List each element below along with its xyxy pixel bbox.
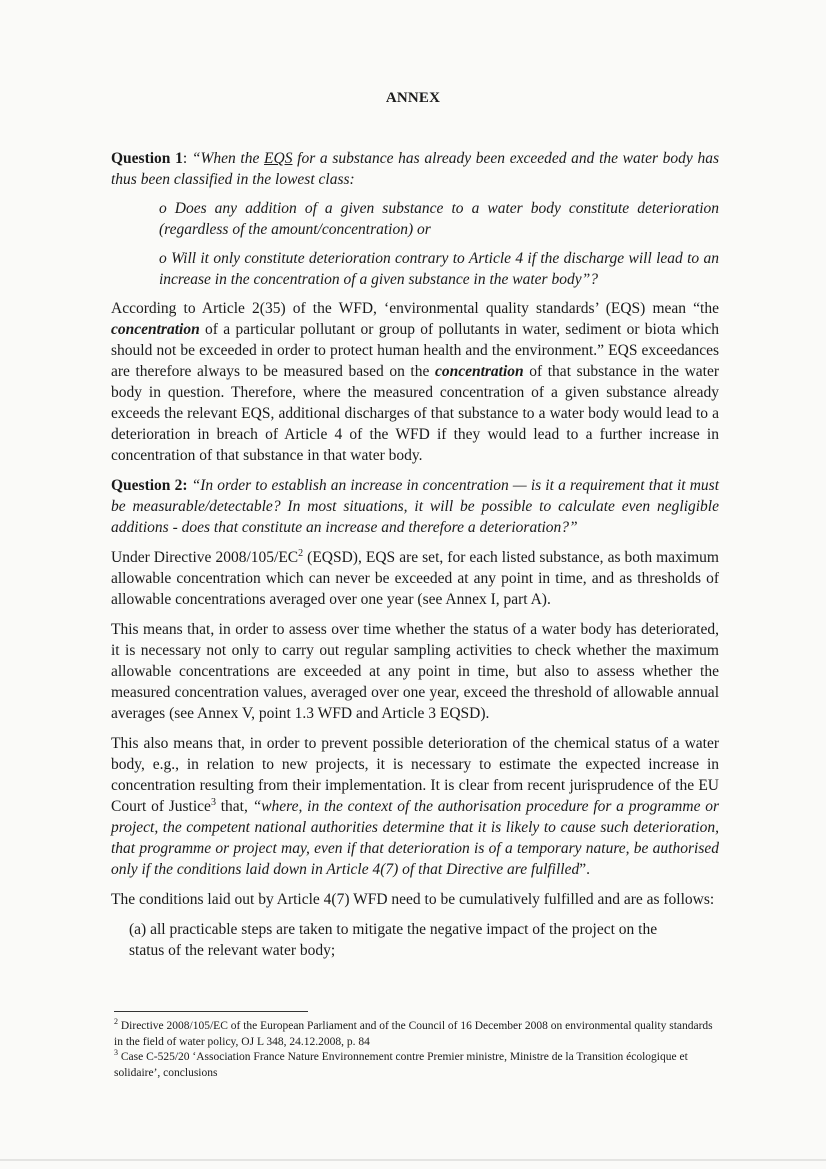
footnote-separator [114, 1011, 308, 1012]
question-1-option-a: o Does any addition of a given substance to a water body constitute deterioration (regardless of the amount/concentration) or [159, 200, 719, 238]
emphasis-concentration: concentration [434, 363, 524, 380]
annex-title: ANNEX [385, 90, 441, 106]
question-1: Question 1: “When the EQS for a substance has already been exceeded and the water body has thus been classified in the lowest class: [111, 150, 719, 188]
footnote-3 [114, 1050, 724, 1081]
footnote-2 [114, 1019, 724, 1050]
answer-1-paragraph: According to Article 2(35) of the WFD, ‘environmental quality standards’ (EQS) mean “the concentration of a particular pollutant or group of pollutants in water, sediment or biota which should not be exceeded in order to protect human health and the environment.” EQS exceedances are therefore always to be measured based on the concentration of that substance in the water body in question. Therefore, where the measured concentration of a given substance already exceeds the relevant EQS, additional discharges of that substance to a water body would lead to a deterioration in breach of Article 4 of the WFD if they would lead to a further increase in concentration of that substance in that water body. [111, 300, 720, 464]
footnote-number: 3 [114, 1048, 118, 1058]
question-2: Question 2: “In order to establish an increase in concentration — is it a requirement that it must be measurable/detectable? In most situations, it will be possible to calculate even negligible additions - does that constitute an increase and therefore a deterioration?” [111, 477, 719, 536]
court-quote: “where, in the context of the authorisation procedure for a programme or project, the competent national authorities determine that it is likely to cause such deterioration, that programme or project may, even if that deterioration is of a temporary nature, be authorised only if the conditions laid down in Article 4(7) of that Directive are fulfilled [111, 798, 719, 878]
eqs-term: EQS [264, 150, 293, 167]
answer-2-paragraph-2: This means that, in order to assess over time whether the status of a water body has deteriorated, it is necessary not only to carry out regular sampling activities to check whether the maximum allowable concentrations are exceeded at any point in time, but also to assess whether the measured concentration values, averaged over one year, exceed the threshold of allowable annual averages (see Annex V, point 1.3 WFD and Article 3 EQSD). [111, 621, 719, 722]
conditions-intro: The conditions laid out by Article 4(7) WFD need to be cumulatively fulfilled and are as follows: [111, 891, 715, 908]
footnote-ref-2[interactable]: 2 [298, 547, 304, 559]
footnote-ref-3[interactable]: 3 [210, 796, 216, 808]
condition-a: (a) all practicable steps are taken to mitigate the negative impact of the project on the status of the relevant water body; [129, 921, 658, 959]
footnote-text: Directive 2008/105/EC of the European Parliament and of the Council of 16 December 2008 on environmental quality standards in the field of water policy, OJ L 348, 24.12.2008, p. 84 [114, 1020, 713, 1048]
annex-body [111, 148, 719, 961]
question-1-sep: : [182, 150, 192, 167]
answer-2-paragraph-3: This also means that, in order to prevent possible deterioration of the chemical status of a water body, e.g., in relation to new projects, it is necessary to estimate the expected increase in concentration resulting from their implementation. It is clear from recent jurisprudence of the EU Court of Justice$^3$ that, “where, in the context of the authorisation procedure for a programme or project, the competent national authorities determine that it is likely to cause such deterioration, that programme or project may, even if that deterioration is of a temporary nature, be authorised only if the conditions laid down in Article 4(7) of that Directive are fulfilled”. [111, 735, 719, 878]
footnote-number: 2 [114, 1017, 118, 1027]
footnote-text: Case C-525/20 ‘Association France Nature Environnement contre Premier ministre, Ministre de la Transition écologique et solidaire’, conclusions [114, 1051, 688, 1079]
question-1-label: Question 1 [111, 150, 183, 167]
question-2-label: Question 2: [111, 477, 188, 494]
answer-2-paragraph-1: Under Directive $2008/105/EC^2$ (EQSD), EQS are set, for each listed substance, as both maximum allowable concentration which can never be exceeded at any point in time, and as thresholds of allowable concentrations averaged over one year (see Annex I, part A). [111, 547, 719, 608]
question-1-option-b: o Will it only constitute deterioration contrary to Article 4 if the discharge will lead to an increase in the concentration of a given substance in the water body”? [159, 250, 719, 288]
footnotes [114, 1019, 724, 1081]
emphasis-concentration: concentration [111, 321, 200, 338]
scan-edge [0, 1159, 826, 1161]
